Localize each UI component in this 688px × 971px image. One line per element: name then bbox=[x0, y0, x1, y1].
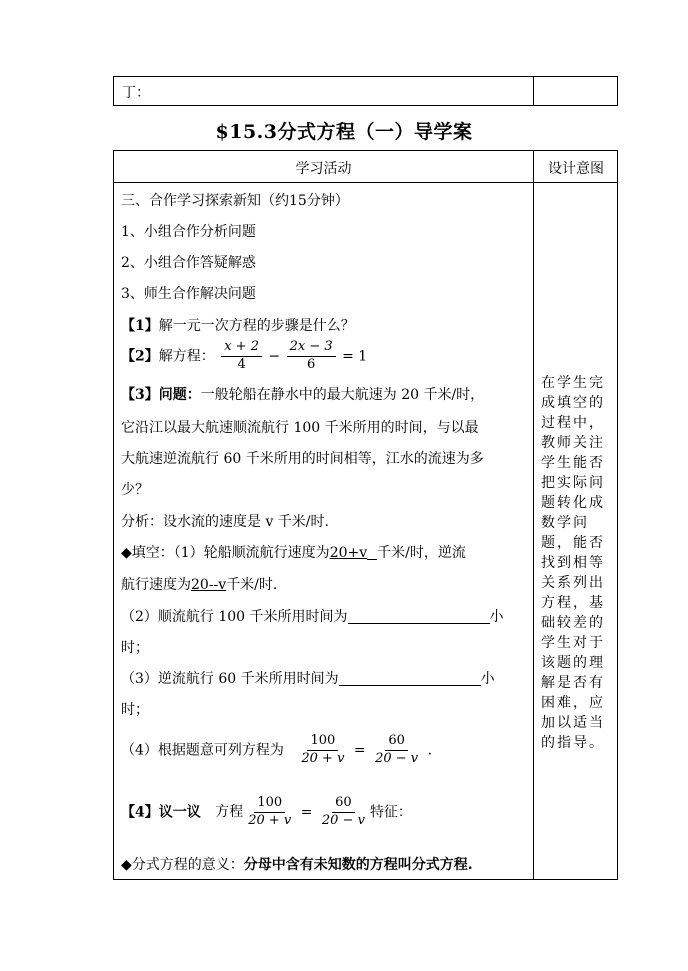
question-1-text: 解一元一次方程的步骤是什么？ bbox=[158, 318, 355, 334]
fill-answer-2: 20--v bbox=[191, 577, 227, 593]
fraction-1-numerator: x + 2 bbox=[221, 340, 262, 357]
section-heading: 三、合作学习探索新知（约15分钟） bbox=[121, 193, 349, 209]
column-divider bbox=[533, 151, 534, 879]
analysis: 分析：设水流的速度是 v 千米/时. bbox=[121, 514, 329, 530]
question-2-tag: 【2】 bbox=[121, 348, 159, 365]
q4-left-denominator: 20 + v bbox=[248, 812, 292, 828]
question-3-text: 一般轮船在静水中的最大航速为 20 千米/时， bbox=[200, 387, 485, 403]
meaning-definition: 分母中含有未知数的方程叫分式方程. bbox=[243, 857, 473, 873]
header-divider bbox=[114, 182, 617, 183]
q4-right-fraction bbox=[319, 796, 368, 829]
step-3: 3、师生合作解决问题 bbox=[121, 286, 256, 302]
fraction-2 bbox=[287, 340, 336, 373]
item-2 bbox=[121, 606, 504, 626]
question-3-line-4: 少？ bbox=[121, 482, 149, 498]
fill-in-line-2 bbox=[121, 574, 277, 594]
question-2-text: 解方程： bbox=[158, 348, 215, 365]
page-title: $15.3分式方程（一）导学案 bbox=[215, 121, 473, 143]
question-1-tag: 【1】 bbox=[121, 318, 159, 334]
question-4-suffix: 特征： bbox=[369, 804, 412, 821]
header-activity: 学习活动 bbox=[295, 161, 352, 177]
question-4-pre: 方程 bbox=[215, 804, 244, 821]
fill-answer-1: 20+v bbox=[329, 545, 368, 561]
q4-equals: = bbox=[300, 804, 313, 821]
fraction-2-numerator: 2x − 3 bbox=[287, 340, 336, 357]
fraction-1 bbox=[221, 340, 262, 373]
equation-equals: = bbox=[353, 742, 366, 759]
q4-right-denominator: 20 − v bbox=[321, 812, 365, 828]
equation-right-denominator: 20 − v bbox=[375, 750, 419, 766]
equation-right-fraction bbox=[372, 734, 421, 767]
question-3-line-1 bbox=[121, 384, 484, 404]
item-3-line-2: 时； bbox=[121, 702, 149, 718]
item-3 bbox=[121, 668, 495, 688]
meaning-prefix: ◆分式方程的意义： bbox=[121, 857, 244, 873]
fraction-equation-meaning bbox=[121, 854, 473, 874]
q4-right-numerator: 60 bbox=[332, 796, 355, 813]
item-4 bbox=[121, 734, 432, 767]
item-2-line-2: 时； bbox=[121, 640, 149, 656]
question-3-tag: 【3】问题： bbox=[121, 387, 201, 403]
fill-mid: 千米/时，逆流 bbox=[377, 545, 466, 561]
step-1: 1、小组合作分析问题 bbox=[121, 224, 256, 240]
answer-blank bbox=[339, 670, 481, 686]
question-1 bbox=[121, 315, 355, 335]
fill-line-2-suffix: 千米/时. bbox=[226, 577, 278, 593]
previous-table-row bbox=[113, 76, 618, 106]
answer-blank bbox=[348, 608, 490, 624]
equals-one: = 1 bbox=[342, 348, 368, 365]
fill-in-line-1 bbox=[121, 542, 466, 562]
question-4-tag: 【4】议一议 bbox=[121, 804, 201, 821]
minus-sign: − bbox=[268, 348, 281, 365]
q4-left-fraction bbox=[245, 796, 294, 829]
column-divider bbox=[533, 77, 534, 105]
equation-left-fraction bbox=[298, 734, 347, 767]
activity-table bbox=[113, 150, 618, 880]
header-intent: 设计意图 bbox=[548, 161, 604, 177]
question-3-line-3: 大航速逆流航行 60 千米所用的时间相等，江水的流速为多 bbox=[121, 451, 484, 467]
equation-end: . bbox=[427, 742, 433, 759]
fraction-2-denominator: 6 bbox=[306, 356, 316, 372]
step-2: 2、小组合作答疑解惑 bbox=[121, 255, 256, 271]
item-4-text: （4）根据题意可列方程为 bbox=[121, 742, 284, 759]
q4-left-numerator: 100 bbox=[254, 796, 285, 813]
question-4 bbox=[121, 796, 412, 829]
item-2-text: （2）顺流航行 100 千米所用时间为 bbox=[121, 609, 348, 625]
equation-left-numerator: 100 bbox=[307, 734, 338, 751]
item-3-end: 小 bbox=[480, 671, 495, 687]
fill-line-2-prefix: 航行速度为 bbox=[121, 577, 191, 593]
item-2-end: 小 bbox=[489, 609, 504, 625]
equation-left-denominator: 20 + v bbox=[301, 750, 345, 766]
design-intent-note: 在学生完成填空的过程中，教师关注学生能否把实际问题转化成数学问题，能否找到相等关系列出方程，基础较差的学生对于该题的理解是否有困难，应加以适当的指导。 bbox=[541, 375, 605, 751]
equation-right-numerator: 60 bbox=[385, 734, 408, 751]
item-3-text: （3）逆流航行 60 千米所用时间为 bbox=[121, 671, 339, 687]
row-label: 丁： bbox=[122, 85, 150, 101]
fraction-1-denominator: 4 bbox=[237, 356, 246, 372]
question-2 bbox=[121, 340, 367, 373]
fill-prefix: ◆填空：（1）轮船顺流航行速度为 bbox=[121, 545, 330, 561]
answer-blank bbox=[367, 544, 377, 560]
question-3-line-2: 它沿江以最大航速顺流航行 100 千米所用的时间，与以最 bbox=[121, 420, 479, 436]
